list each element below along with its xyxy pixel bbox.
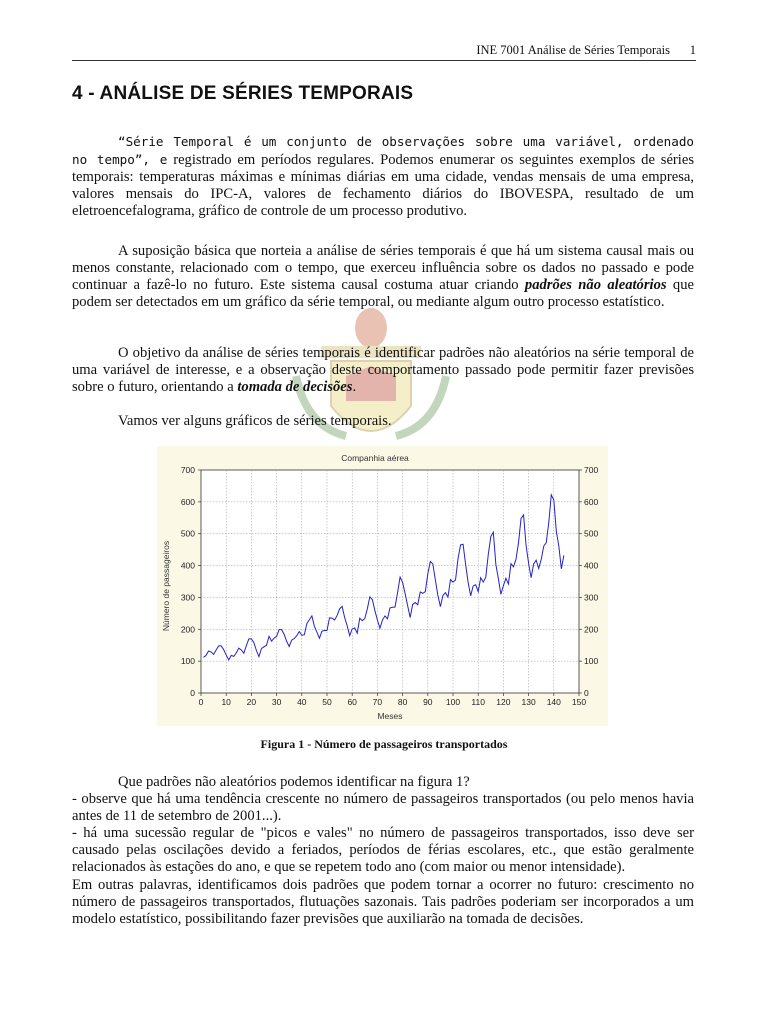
y-tick-label-right: 400 xyxy=(584,560,599,571)
figure-caption: Figura 1 - Número de passageiros transportados xyxy=(260,737,508,751)
x-tick-label: 150 xyxy=(571,697,587,707)
header-title: INE 7001 Análise de Séries Temporais xyxy=(476,43,670,57)
list-item-seasonal: - há uma sucessão regular de "picos e vales" no número de passageiros transportados, isso deve ser causado pelas oscilações devido a feriados, períodos de férias escolares, etc., que estão geralmente relacionados às estações do ano, e que se repetem todo ano (com maior ou menor intensidade). xyxy=(72,825,694,876)
x-tick-label: 10 xyxy=(221,697,231,707)
y-tick-label-right: 700 xyxy=(584,465,599,475)
x-tick-label: 70 xyxy=(372,697,383,707)
paragraph-1-rest: registrado em períodos regulares. Podemos enumerar os seguintes exemplos de séries temporais: temperaturas máximas e mínimas diárias em uma cidade, vendas mensais de uma empresa, valores mensais do IPC-A, valores de fechamento diários do IBOVESPA, resultado de um eletroencefalograma, gráfico de controle de um processo produtivo. xyxy=(72,152,694,220)
chart-xlabel: Meses xyxy=(377,711,403,721)
y-tick-label-left: 500 xyxy=(180,528,195,539)
paragraph-4: Vamos ver alguns gráficos de séries temporais. xyxy=(118,413,392,429)
x-tick-label: 50 xyxy=(322,697,332,707)
paragraph-2-text: A suposição básica que norteia a análise de séries temporais é que há um sistema causal mais ou menos constante, relacionado com o tempo, que exerceu influência sobre os dados no passado e pode continuar a fazê-lo no futuro. Este sistema causal costuma atuar criando xyxy=(72,243,694,294)
airline-chart xyxy=(157,446,608,726)
x-tick-label: 100 xyxy=(445,697,461,707)
y-tick-label-right: 600 xyxy=(584,496,599,507)
paragraph-3-text-end: . xyxy=(352,379,357,396)
chart-title: Companhia aérea xyxy=(341,453,409,463)
y-tick-label-left: 700 xyxy=(180,465,195,475)
paragraph-2 xyxy=(72,243,694,311)
chart-svg xyxy=(157,446,608,726)
y-tick-label-right: 0 xyxy=(584,688,589,698)
x-tick-label: 90 xyxy=(423,697,433,707)
page-number: 1 xyxy=(689,43,696,57)
y-tick-label-right: 200 xyxy=(584,624,599,635)
conclusion-paragraph: Em outras palavras, identificamos dois padrões que podem tornar a ocorrer no futuro: crescimento no número de passageiros transportados, flutuações sazonais. Tais padrões poderiam ser incorporados a um modelo estatístico, possibilitando fazer previsões que auxiliarão na tomada de decisões. xyxy=(72,876,694,927)
page-header xyxy=(72,40,696,61)
y-tick-label-right: 300 xyxy=(584,592,599,603)
paragraph-3-emphasis: tomada de decisões xyxy=(237,379,353,396)
plot-area xyxy=(201,470,579,693)
y-tick-label-right: 100 xyxy=(584,656,599,667)
paragraph-1-quote: “Série Temporal é um conjunto de observações sobre uma variável, ordenado no tempo”, e xyxy=(72,134,694,168)
chart-ylabel: Número de passageiros xyxy=(161,540,171,632)
y-tick-label-left: 200 xyxy=(180,624,195,635)
x-tick-label: 130 xyxy=(521,697,536,707)
x-tick-label: 120 xyxy=(496,697,511,707)
paragraph-2-emphasis: padrões não aleatórios xyxy=(524,277,667,294)
y-tick-label-left: 400 xyxy=(180,560,195,571)
y-tick-label-left: 600 xyxy=(180,496,195,507)
x-tick-label: 110 xyxy=(471,697,485,707)
section-title: 4 - ANÁLISE DE SÉRIES TEMPORAIS xyxy=(72,83,414,104)
y-tick-label-left: 100 xyxy=(180,656,195,667)
x-tick-label: 20 xyxy=(246,697,257,707)
y-tick-label-left: 0 xyxy=(190,688,195,698)
x-tick-label: 140 xyxy=(546,697,561,707)
x-tick-label: 60 xyxy=(347,697,357,707)
list-item-trend: - observe que há uma tendência crescente no número de passageiros transportados (ou pelo menos havia antes de 11 de setembro de 2001...). xyxy=(72,791,694,825)
analysis-list xyxy=(72,774,694,928)
x-tick-label: 0 xyxy=(198,697,204,707)
paragraph-3 xyxy=(72,345,694,396)
x-tick-label: 80 xyxy=(397,697,408,707)
question-line: Que padrões não aleatórios podemos identificar na figura 1? xyxy=(118,774,470,790)
x-tick-label: 40 xyxy=(297,697,307,707)
paragraph-3-text: O objetivo da análise de séries temporais é identificar padrões não aleatórios na série temporal de uma variável de interesse, e a observação deste comportamento passado pode permitir fazer previsões sobre o futuro, orientando a xyxy=(72,345,694,396)
x-tick-label: 30 xyxy=(271,697,282,707)
paragraph-2-text-end: que podem ser detectados em um gráfico da série temporal, ou mediante algum outro processo estatístico. xyxy=(72,277,694,311)
y-tick-label-right: 500 xyxy=(584,528,599,539)
paragraph-1 xyxy=(72,133,694,220)
y-tick-label-left: 300 xyxy=(180,592,195,603)
